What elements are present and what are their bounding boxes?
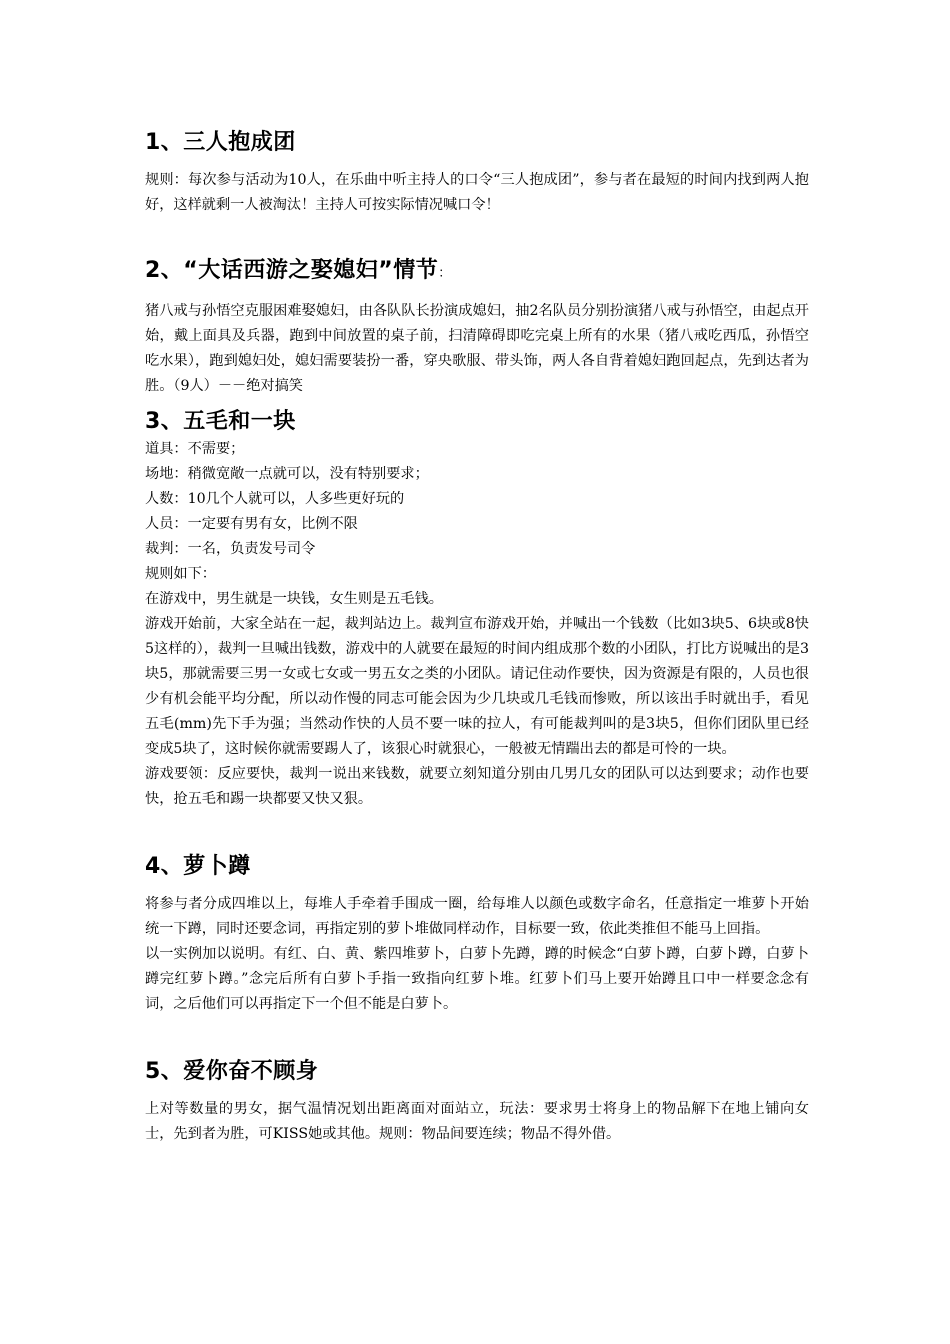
info-line: 人员：一定要有男有女，比例不限	[145, 516, 358, 532]
section-1	[145, 128, 809, 218]
section-5	[145, 1057, 809, 1147]
paragraph: 以一实例加以说明。有红、白、黄、紫四堆萝卜，白萝卜先蹲，蹲的时候念“白萝卜蹲，白萝卜蹲，白萝卜蹲完红萝卜蹲。”念完后所有白萝卜手指一致指向红萝卜堆。红萝卜们马上要开始蹲且口中一样要念念有词，之后他们可以再指定下一个但不能是白萝卜。	[145, 946, 809, 1012]
section-3	[145, 407, 809, 812]
section-heading: 5、爱你奋不顾身	[145, 1059, 319, 1084]
info-line: 裁判：一名，负责发号司令	[145, 541, 316, 557]
paragraph: 规则：每次参与活动为10人，在乐曲中听主持人的口令“三人抱成团”，参与者在最短的时间内找到两人抱好，这样就剩一人被淘汰！主持人可按实际情况喊口令！	[145, 172, 809, 213]
section-heading-text: 2、“大话西游之娶媳妇”情节	[145, 258, 439, 283]
section-4	[145, 852, 809, 1017]
info-line: 人数：10几个人就可以，人多些更好玩的	[145, 491, 405, 507]
paragraph: 将参与者分成四堆以上，每堆人手牵着手围成一圈，给每堆人以颜色或数字命名，任意指定一堆萝卜开始统一下蹲，同时还要念词，再指定别的萝卜堆做同样动作，目标要一致，依此类推但不能马上回指。	[145, 896, 809, 937]
section-heading	[145, 256, 809, 289]
section-heading-colon: ：	[438, 266, 452, 281]
section-heading: 4、萝卜蹲	[145, 854, 251, 879]
section-heading: 3、五毛和一块	[145, 409, 296, 434]
paragraph: 上对等数量的男女，据气温情况划出距离面对面站立，玩法：要求男士将身上的物品解下在地上铺向女士，先到者为胜，可KISS她或其他。规则：物品间要连续；物品不得外借。	[145, 1101, 809, 1142]
info-line: 道具：不需要；	[145, 441, 245, 457]
document-page	[145, 128, 809, 1147]
info-line: 规则如下：	[145, 566, 216, 582]
paragraph: 游戏要领：反应要快，裁判一说出来钱数，就要立刻知道分别由几男几女的团队可以达到要求；动作也要快，抢五毛和踢一块都要又快又狠。	[145, 766, 809, 807]
section-heading: 1、三人抱成团	[145, 130, 296, 155]
info-lines	[145, 437, 809, 612]
paragraph: 猪八戒与孙悟空克服困难娶媳妇，由各队队长扮演成媳妇，抽2名队员分别扮演猪八戒与孙悟空，由起点开始，戴上面具及兵器，跑到中间放置的桌子前，扫清障碍即吃完桌上所有的水果（猪八戒吃西瓜，孙悟空吃水果），跑到媳妇处，媳妇需要装扮一番，穿央歌服、带头饰，两人各自背着媳妇跑回起点，先到达者为胜。（9人）－－绝对搞笑	[145, 303, 809, 394]
section-2	[145, 256, 809, 399]
info-line: 场地：稍微宽敞一点就可以，没有特别要求；	[145, 466, 429, 482]
info-line: 在游戏中，男生就是一块钱，女生则是五毛钱。	[145, 591, 443, 607]
paragraph: 游戏开始前，大家全站在一起，裁判站边上。裁判宣布游戏开始，并喊出一个钱数（比如3块5、6块或8快5这样的），裁判一旦喊出钱数，游戏中的人就要在最短的时间内组成那个数的小团队，打比方说喊出的是3块5，那就需要三男一女或七女或一男五女之类的小团队。请记住动作要快，因为资源是有限的，人员也很少有机会能平均分配，所以动作慢的同志可能会因为少几块或几毛钱而惨败，所以该出手时就出手，看见五毛(mm)先下手为强；当然动作快的人员不要一味的拉人，有可能裁判叫的是3块5，但你们团队里已经变成5块了，这时候你就需要踢人了，该狠心时就狠心，一般被无情踹出去的都是可怜的一块。	[145, 616, 809, 757]
